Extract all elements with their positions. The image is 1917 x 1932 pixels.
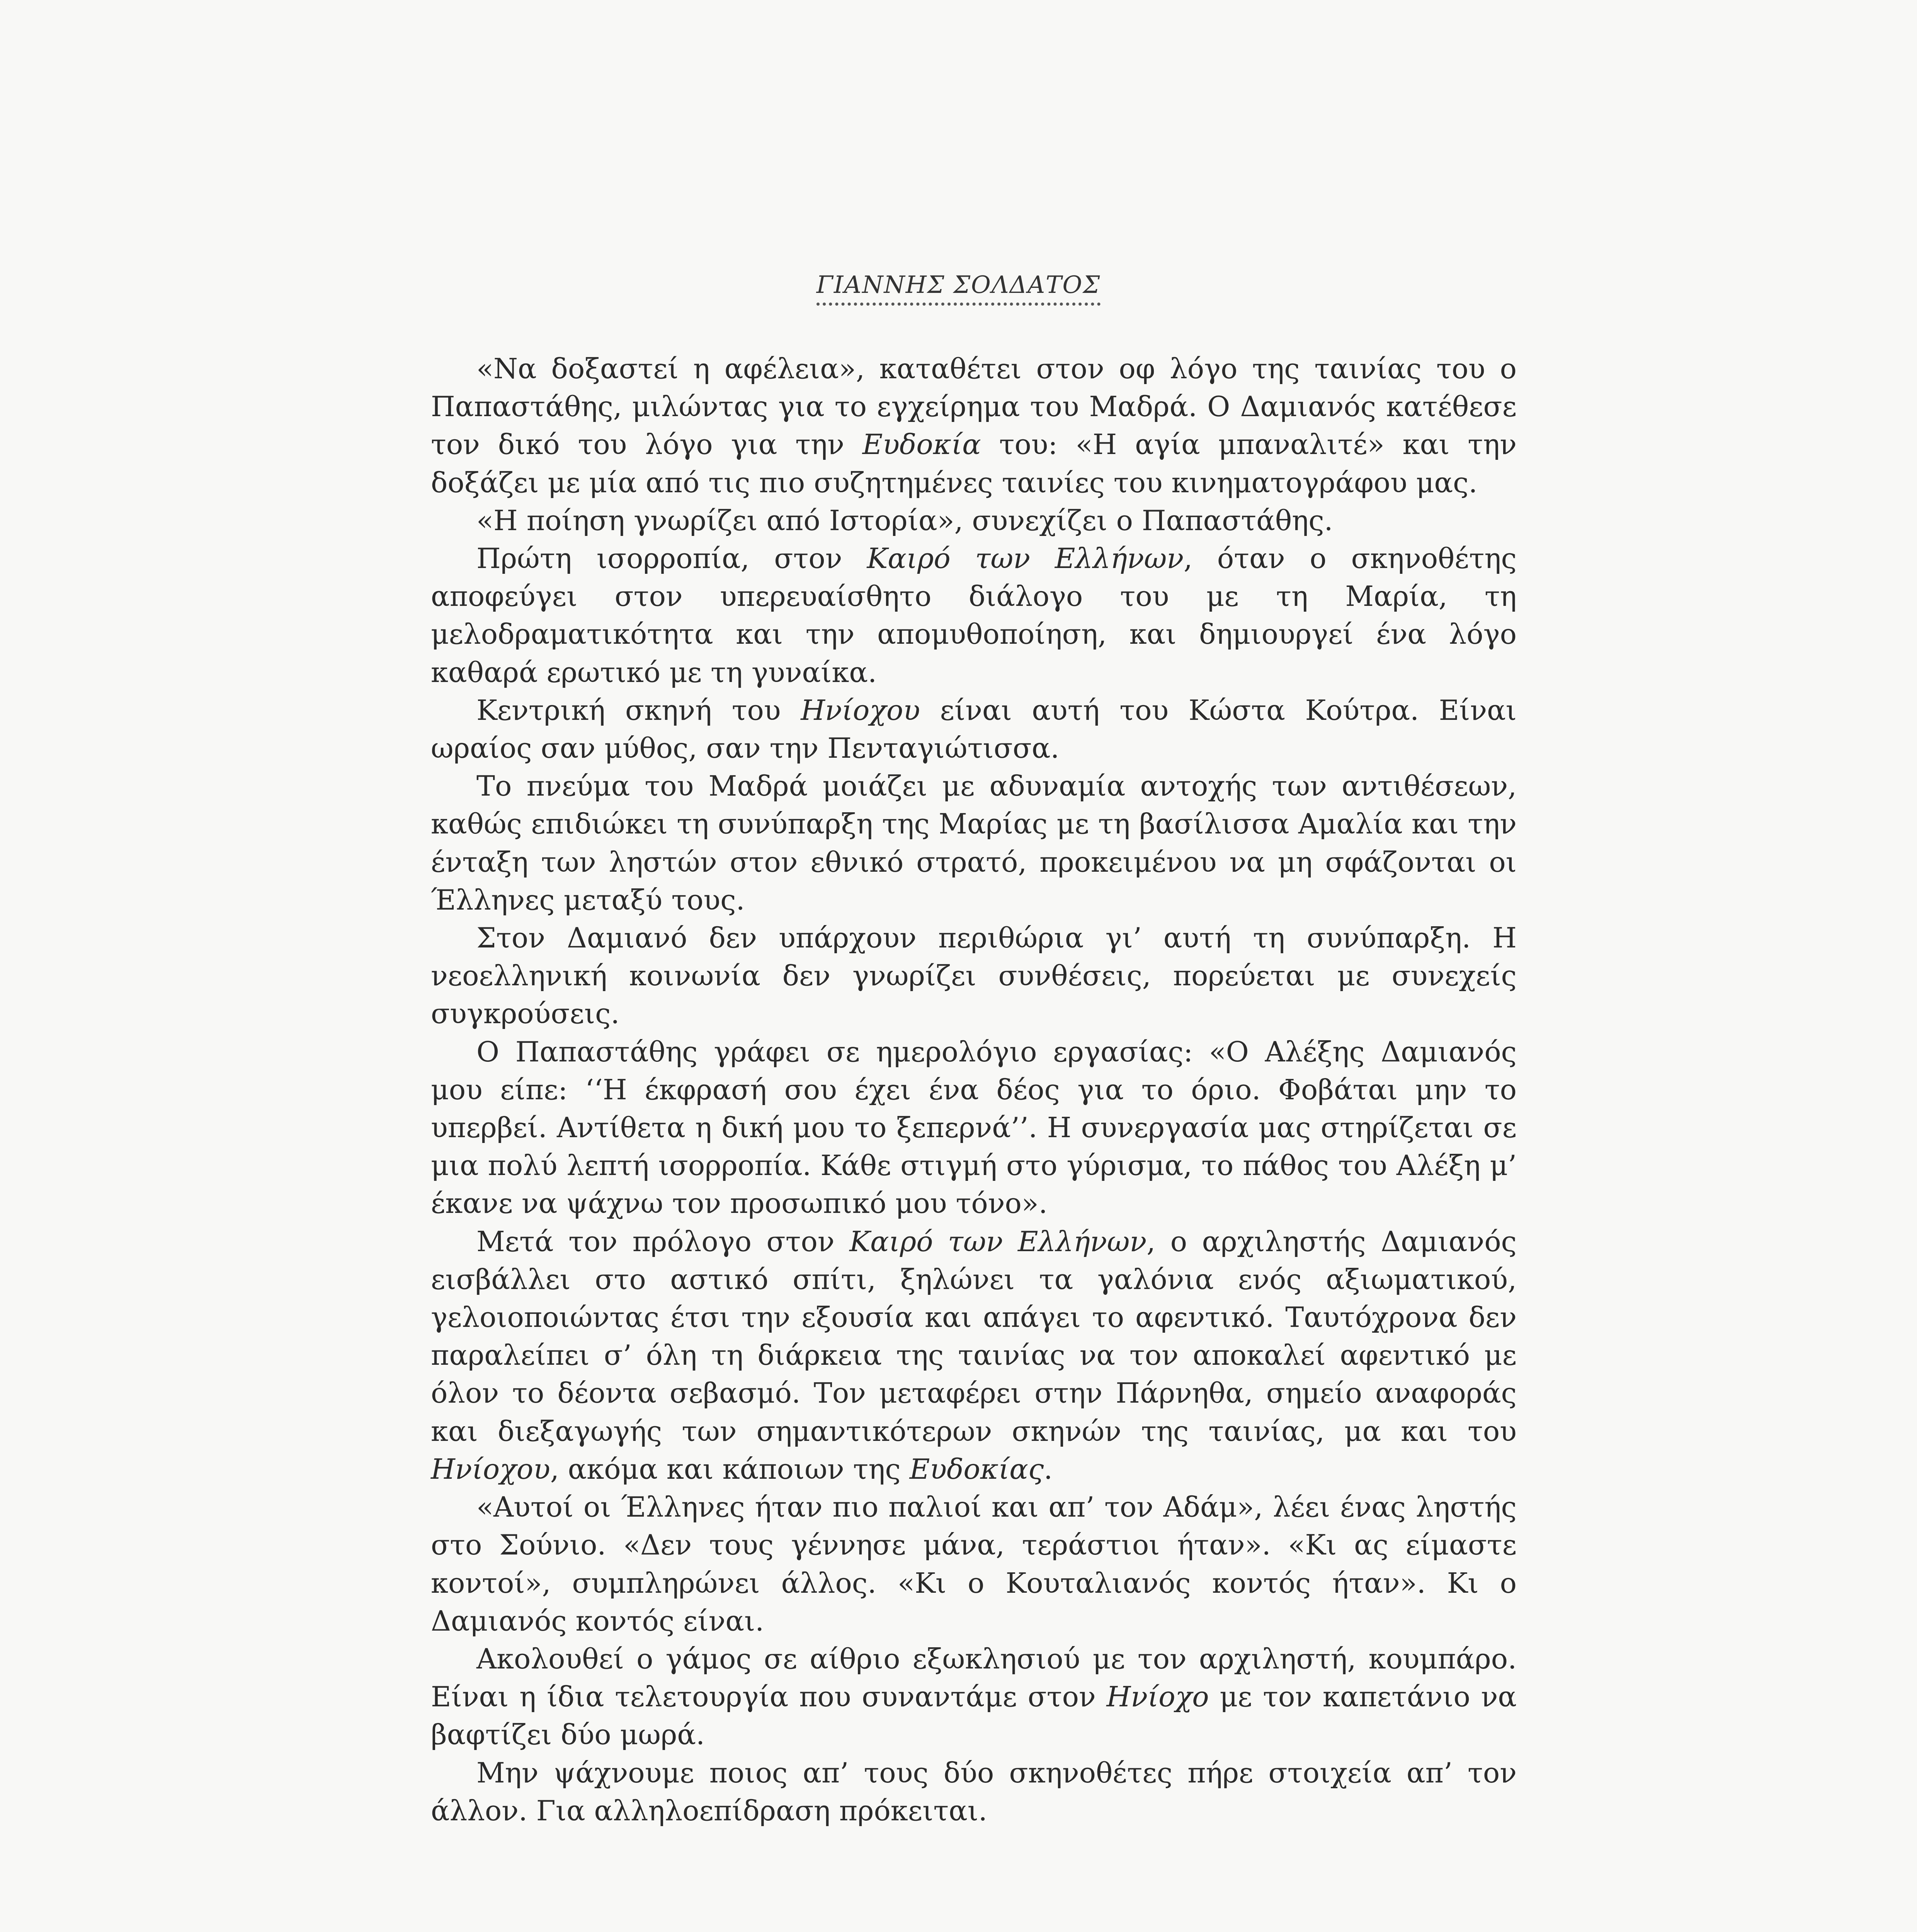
- body-text: [431, 350, 1517, 1830]
- paragraph: [431, 919, 1517, 1033]
- paragraph: [431, 1033, 1517, 1223]
- paragraph: [431, 691, 1517, 767]
- paragraph: [431, 502, 1517, 539]
- running-head-title: ΓΙΑΝΝΗΣ ΣΟΛΔΑΤΟΣ: [816, 270, 1101, 306]
- italic-title: Ευδοκία: [862, 428, 981, 461]
- text-run: Το πνεύμα του Μαδρά μοιάζει με αδυναμία αντοχής των αντιθέσεων, καθώς επιδιώκει τη συνύπαρξη της Μαρίας με τη βασίλισσα Αμαλία και την ένταξη των ληστών στον εθνικό στρατό, προκειμένου να μη σφάζονται οι Έλληνες μεταξύ τους.: [431, 770, 1517, 916]
- paragraph: [431, 767, 1517, 919]
- text-run: Ο Παπαστάθης γράφει σε ημερολόγιο εργασίας: «Ο Αλέξης Δαμιανός μου είπε: ‘‘Η έκφρασή σου έχει ένα δέος για το όριο. Φοβάται μην το υπερβεί. Αντίθετα η δική μου το ξεπερνά’’. Η συνεργασία μας στηρίζεται σε μια πολύ λεπτή ισορροπία. Κάθε στιγμή στο γύρισμα, το πάθος του Αλέξη μ’ έκανε να ψάχνω τον προσωπικό μου τόνο».: [431, 1035, 1517, 1220]
- text-run: είναι αυτή του Κώστα Κούτρα. Είναι ωραίος σαν μύθος, σαν την Πενταγιώτισσα.: [431, 694, 1517, 765]
- paragraph: [431, 539, 1517, 691]
- text-run: «Η ποίηση γνωρίζει από Ιστορία», συνεχίζει ο Παπαστάθης.: [476, 504, 1333, 537]
- italic-title: Ηνίοχο: [1106, 1680, 1209, 1713]
- text-run: «Να δοξαστεί η αφέλεια», καταθέτει στον οφ λόγο της ταινίας του ο Παπαστάθης, μιλώντας για το εγχείρημα του Μαδρά. Ο Δαμιανός κατέθεσε τον δικό του λόγο για την: [431, 352, 1517, 461]
- italic-title: Ηνίοχου: [431, 1452, 550, 1485]
- paragraph: [431, 1640, 1517, 1754]
- text-run: Στον Δαμιανό δεν υπάρχουν περιθώρια γι’ αυτή τη συνύπαρξη. Η νεοελληνική κοινωνία δεν γνωρίζει συνθέσεις, πορεύεται με συνεχείς συγκρούσεις.: [431, 922, 1517, 1030]
- italic-title: Καιρό των Ελλήνων: [867, 542, 1184, 575]
- text-run: Κεντρική σκηνή του: [476, 694, 801, 726]
- paragraph: [431, 350, 1517, 502]
- italic-title: Ευδοκίας: [909, 1452, 1044, 1485]
- paragraph: [431, 1754, 1517, 1830]
- paragraph: [431, 1223, 1517, 1488]
- text-run: Πρώτη ισορροπία, στον: [476, 542, 867, 575]
- text-run: , ο αρχιληστής Δαμιανός εισβάλλει στο αστικό σπίτι, ξηλώνει τα γαλόνια ενός αξιωματικού, γελοιοποιώντας έτσι την εξουσία και απάγει το αφεντικό. Ταυτόχρονα δεν παραλείπει σ’ όλη τη διάρκεια της ταινίας να τον αποκαλεί αφεντικό με όλον το δέοντα σεβασμό. Τον μεταφέρει στην Πάρνηθα, σημείο αναφοράς και διεξαγωγής των σημαντικότερων σκηνών της ταινίας, μα και του: [431, 1225, 1517, 1447]
- text-run: «Αυτοί οι Έλληνες ήταν πιο παλιοί και απ’ τον Αδάμ», λέει ένας ληστής στο Σούνιο. «Δεν τους γέννησε μάνα, τεράστιοι ήταν». «Κι ας είμαστε κοντοί», συμπληρώνει άλλος. «Κι ο Κουταλιανός κοντός ήταν». Κι ο Δαμιανός κοντός είναι.: [431, 1491, 1517, 1637]
- text-run: με τον καπετάνιο να βαφτίζει δύο μωρά.: [431, 1680, 1517, 1751]
- paragraph: [431, 1488, 1517, 1640]
- text-run: του: «Η αγία μπαναλιτέ» και την δοξάζει με μία από τις πιο συζητημένες ταινίες του κινηματογράφου μας.: [431, 428, 1517, 499]
- italic-title: Ηνίοχου: [801, 694, 920, 726]
- text-run: Μην ψάχνουμε ποιος απ’ τους δύο σκηνοθέτες πήρε στοιχεία απ’ τον άλλον. Για αλληλοεπίδραση πρόκειται.: [431, 1756, 1517, 1827]
- text-run: .: [1044, 1452, 1053, 1485]
- running-head: [0, 270, 1917, 306]
- text-run: Μετά τον πρόλογο στον: [476, 1225, 850, 1258]
- text-run: Ακολουθεί ο γάμος σε αίθριο εξωκλησιού με τον αρχιληστή, κουμπάρο. Είναι η ίδια τελετουργία που συναντάμε στον: [431, 1642, 1517, 1713]
- text-run: , ακόμα και κάποιων της: [550, 1452, 910, 1485]
- italic-title: Καιρό των Ελλήνων: [849, 1225, 1147, 1258]
- text-run: , όταν ο σκηνοθέτης αποφεύγει στον υπερευαίσθητο διάλογο του με τη Μαρία, τη μελοδραματικότητα και την απομυθοποίηση, και δημιουργεί ένα λόγο καθαρά ερωτικό με τη γυναίκα.: [431, 542, 1517, 689]
